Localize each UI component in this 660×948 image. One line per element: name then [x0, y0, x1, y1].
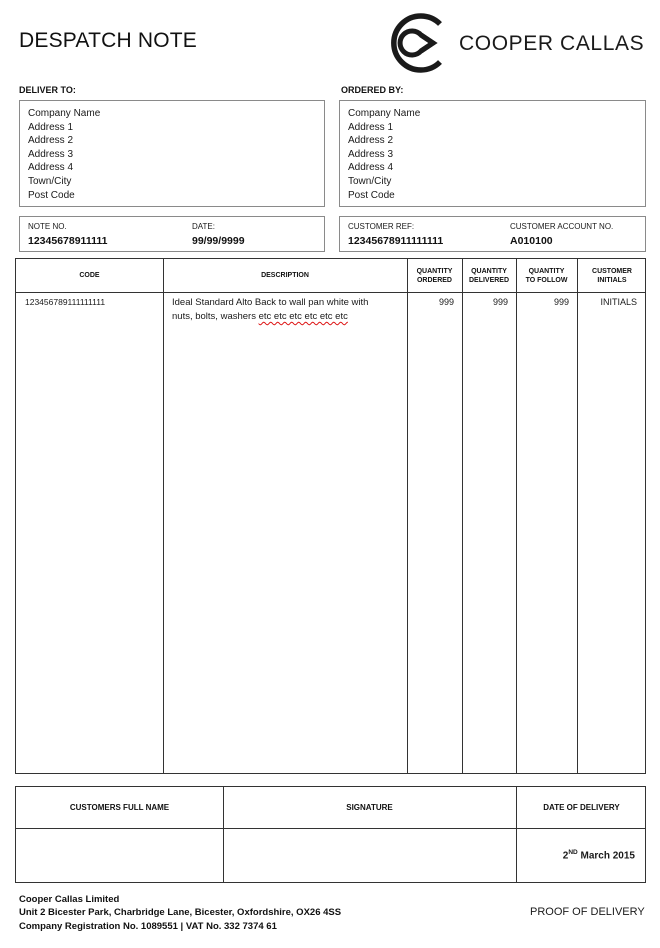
customer-ref-label: CUSTOMER REF:	[348, 222, 415, 231]
ordered-by-line: Address 4	[348, 162, 394, 173]
ordered-by-line: Address 3	[348, 149, 394, 160]
signature-field[interactable]	[224, 829, 516, 883]
deliver-to-line: Town/City	[28, 176, 72, 187]
deliver-to-line: Post Code	[28, 190, 75, 201]
column-divider	[407, 259, 408, 773]
column-divider	[462, 259, 463, 773]
column-divider	[516, 259, 517, 773]
header-qty-delivered: QUANTITY DELIVERED	[468, 267, 510, 284]
table-header-divider	[16, 292, 645, 293]
ordered-by-line: Town/City	[348, 176, 392, 187]
footer-registration: Company Registration No. 1089551 | VAT No. 332 7374 61	[19, 921, 277, 932]
column-divider	[577, 259, 578, 773]
column-divider	[163, 259, 164, 773]
customer-account-value: A010100	[510, 235, 553, 247]
ordered-by-label: ORDERED BY:	[341, 85, 404, 95]
note-no-label: NOTE NO.	[28, 222, 67, 231]
row-initials: INITIALS	[600, 297, 637, 307]
company-logo	[388, 12, 650, 74]
row-qty-follow: 999	[553, 297, 569, 307]
row-description-line	[172, 310, 404, 324]
delivery-date-value: 2ND March 2015	[562, 849, 635, 862]
deliver-to-line: Address 2	[28, 135, 74, 146]
page-title: DESPATCH NOTE	[19, 29, 198, 52]
cooper-callas-logo-icon	[388, 12, 452, 74]
row-qty-ordered: 999	[438, 297, 454, 307]
row-description-line: Ideal Standard Alto Back to wall pan white with	[172, 297, 369, 308]
ordered-by-line: Post Code	[348, 190, 395, 201]
customer-info-box	[339, 216, 646, 252]
deliver-to-box	[19, 100, 325, 207]
row-qty-delivered: 999	[492, 297, 508, 307]
customer-name-header: CUSTOMERS FULL NAME	[69, 803, 170, 812]
logo-text: COOPER CALLAS	[459, 32, 645, 55]
footer-address: Unit 2 Bicester Park, Charbridge Lane, Bicester, Oxfordshire, OX26 4SS	[19, 907, 342, 918]
note-no-value: 12345678911111	[28, 235, 108, 247]
header-code: CODE	[79, 272, 100, 279]
date-value: 99/99/9999	[192, 235, 245, 247]
deliver-to-line: Address 4	[28, 162, 74, 173]
customer-account-label: CUSTOMER ACCOUNT NO.	[510, 222, 614, 231]
header-qty-follow: QUANTITY TO FOLLOW	[525, 267, 568, 284]
deliver-to-line: Company Name	[28, 108, 101, 119]
ordered-by-box	[339, 100, 646, 207]
customer-ref-value: 12345678911111111	[348, 235, 444, 247]
row-description-text: nuts, bolts, washers	[172, 311, 259, 322]
date-ordinal-suffix: ND	[568, 849, 578, 856]
ordered-by-line: Company Name	[348, 108, 421, 119]
ordered-by-line: Address 2	[348, 135, 394, 146]
deliver-to-line: Address 3	[28, 149, 74, 160]
customer-name-field[interactable]	[16, 829, 223, 883]
ordered-by-line: Address 1	[348, 122, 394, 133]
items-table	[15, 258, 646, 774]
signature-header: SIGNATURE	[346, 803, 393, 812]
spellcheck-marked-text: etc etc etc etc etc etc	[258, 311, 348, 322]
date-label: DATE:	[192, 222, 215, 231]
header-description: DESCRIPTION	[261, 272, 309, 279]
header-initials: CUSTOMER INITIALS	[592, 267, 632, 284]
header-qty-ordered: QUANTITY ORDERED	[416, 267, 453, 284]
row-description	[172, 296, 404, 324]
footer-company: Cooper Callas Limited	[19, 894, 120, 905]
signature-table	[15, 786, 646, 883]
deliver-to-line: Address 1	[28, 122, 74, 133]
note-info-box	[19, 216, 325, 252]
proof-of-delivery-label: PROOF OF DELIVERY	[530, 906, 645, 918]
delivery-date-header: DATE OF DELIVERY	[543, 803, 620, 812]
row-code: 123456789111111111	[25, 297, 106, 307]
deliver-to-label: DELIVER TO:	[19, 85, 76, 95]
